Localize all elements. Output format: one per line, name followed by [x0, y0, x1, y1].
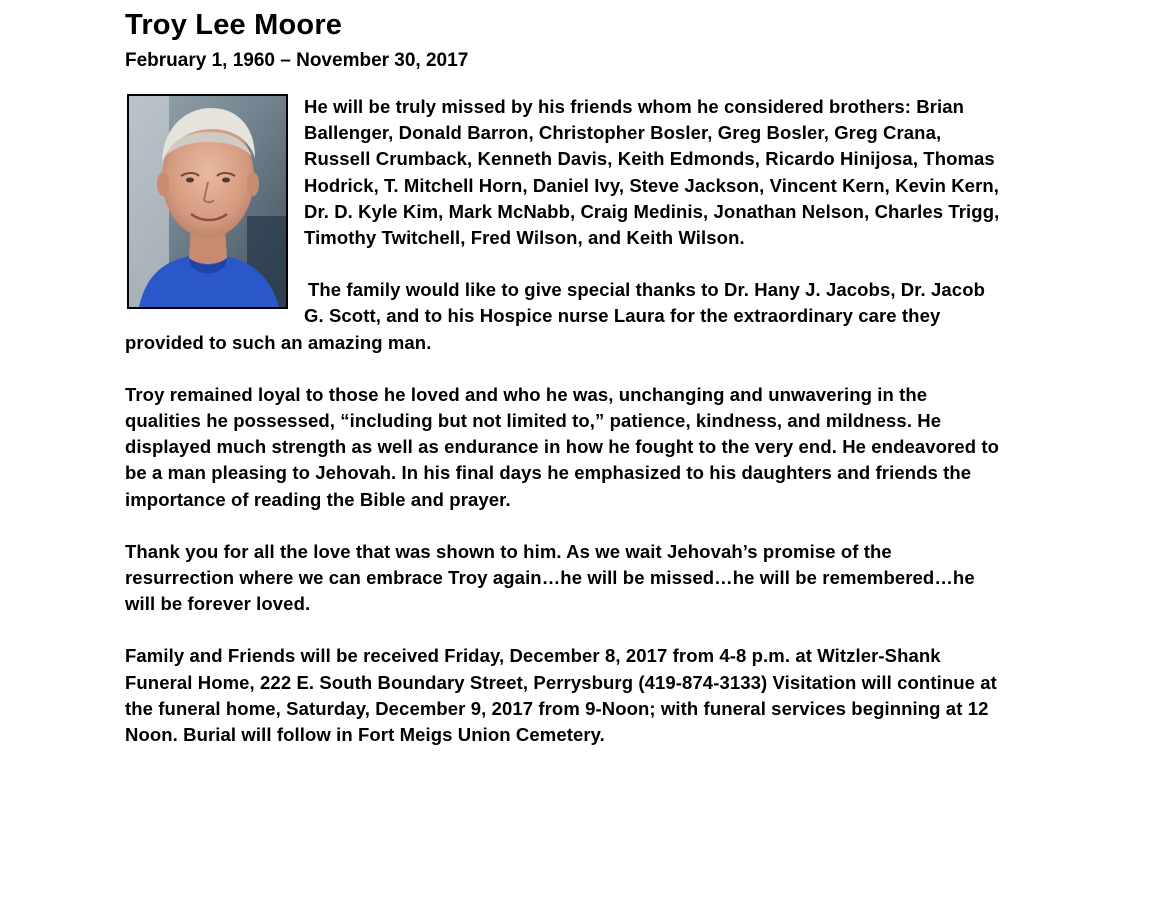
- paragraph-services: Family and Friends will be received Friday, December 8, 2017 from 4-8 p.m. at Witzler-Shank Funeral Home, 222 E. South Boundary Street, Perrysburg (419-874-3133) Visitation will continue at the funeral home, Saturday, December 9, 2017 from 9-Noon; with funeral services beginning at 12 Noon. Burial will follow in Fort Meigs Union Cemetery.: [125, 645, 997, 746]
- portrait-photo: [127, 94, 288, 309]
- paragraph-gratitude: Thank you for all the love that was shown to him. As we wait Jehovah’s promise of the resurrection where we can embrace Troy again…he will be missed…he will be remembered…he will be forever loved.: [125, 540, 975, 615]
- obituary-name: Troy Lee Moore: [125, 9, 343, 41]
- obituary-body: [125, 94, 1005, 748]
- paragraph-character: Troy remained loyal to those he loved and who he was, unchanging and unwavering in the qualities he possessed, “including but not limited to,” patience, kindness, and mildness. He displayed much strength as well as endurance in how he fought to the very end. He endeavored to be a man pleasing to Jehovah. In his final days he emphasized to his daughters and friends the importance of reading the Bible and prayer.: [125, 383, 1000, 510]
- obituary-document: [125, 8, 1005, 748]
- paragraph-friends: [125, 94, 1005, 356]
- paragraph-text: He will be truly missed by his friends whom he considered brothers: Brian Ballenger, Donald Barron, Christopher Bosler, Greg Bosler, Greg Crana, Russell Crumback, Kenneth Davis, Keith Edmonds, Ricardo Hinijosa, Thomas Hodrick, T. Mitchell Horn, Daniel Ivy, Steve Jackson, Vincent Kern, Kevin Kern, Dr. D. Kyle Kim, Mark McNabb, Craig Medinis, Jonathan Nelson, Charles Trigg, Timothy Twitchell, Fred Wilson, and Keith Wilson.: [304, 96, 1000, 249]
- life-dates: February 1, 1960 – November 30, 2017: [125, 50, 469, 71]
- paragraph-thanks: The family would like to give special thanks to Dr. Hany J. Jacobs, Dr. Jacob G. Scott, and to his Hospice nurse Laura for the extraordinary care they provided to such an amazing man.: [125, 279, 985, 353]
